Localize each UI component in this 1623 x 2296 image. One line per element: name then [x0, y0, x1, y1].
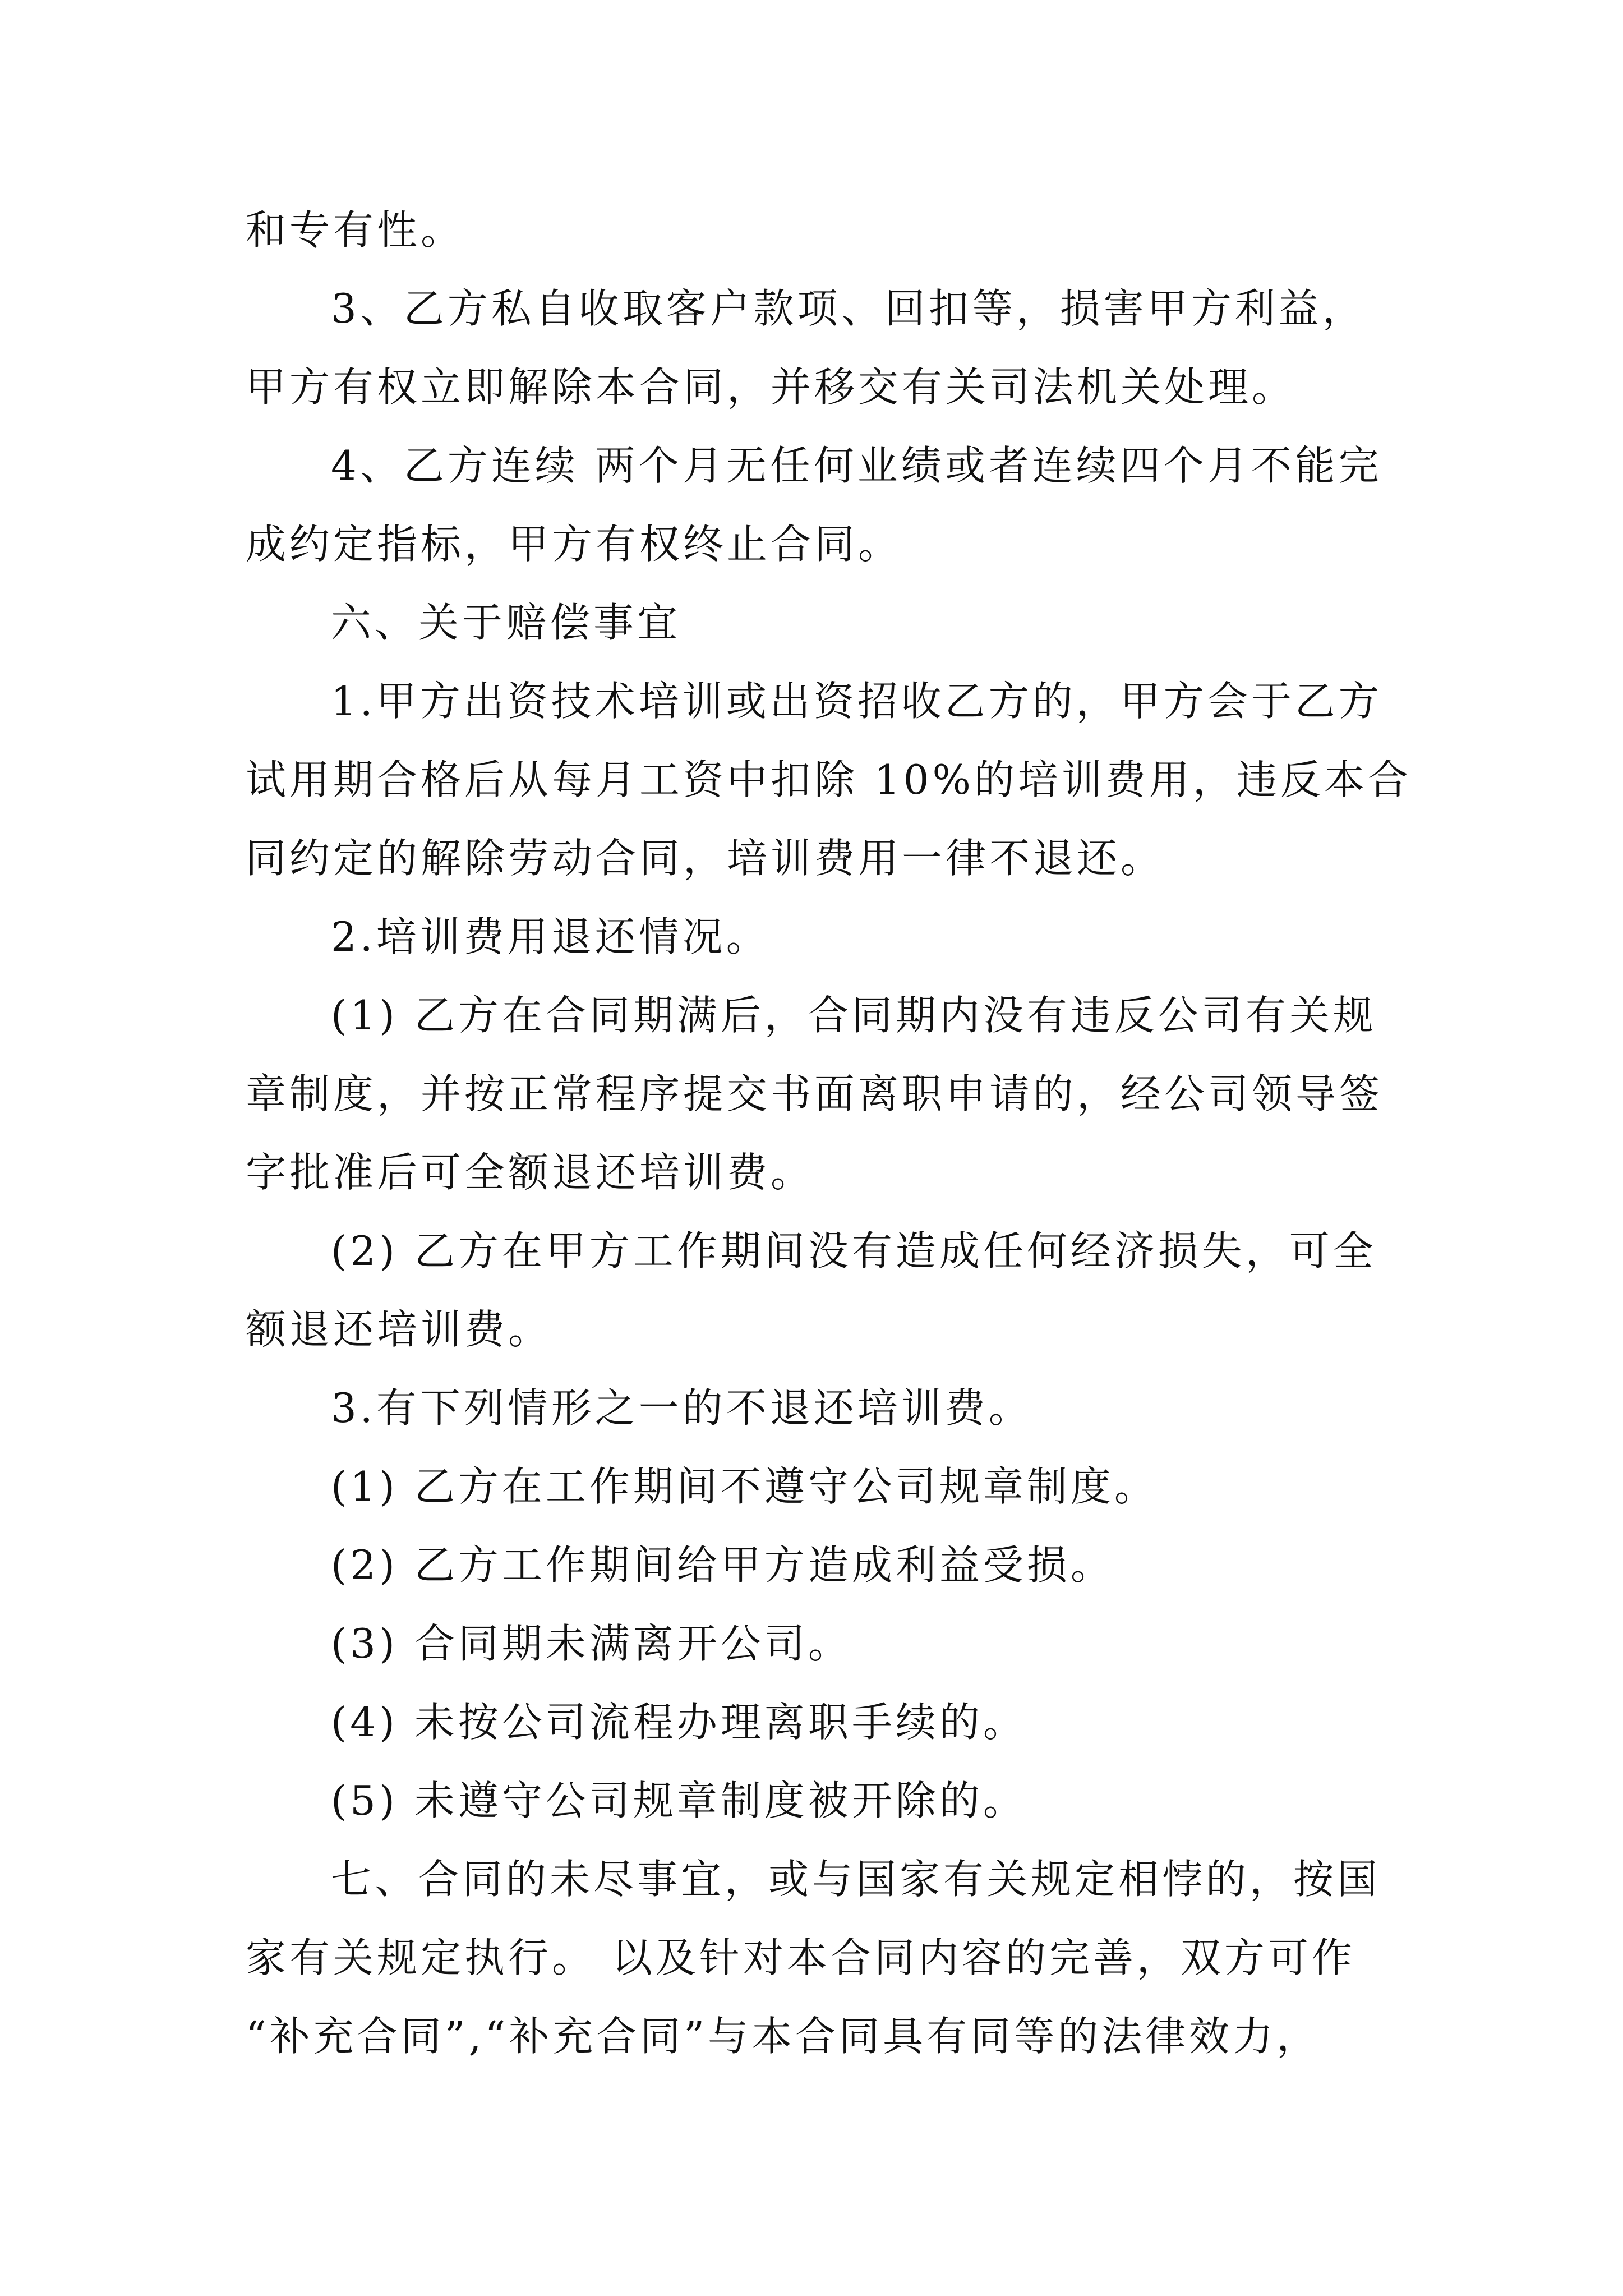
text-line-18: (2) 乙方工作期间给甲方造成利益受损。: [331, 1542, 1114, 1589]
text-line-17: (1) 乙方在工作期间不遵守公司规章制度。: [331, 1463, 1158, 1510]
text-line-10: 2.培训费用退还情况。: [331, 913, 770, 960]
text-line-23: 家有关规定执行。 以及针对本合同内容的完善，双方可作: [246, 1934, 1355, 1981]
text-line-12: 章制度，并按正常程序提交书面离职申请的，经公司领导签: [246, 1070, 1384, 1117]
text-line-3: 甲方有权立即解除本合同，并移交有关司法机关处理。: [246, 364, 1296, 411]
text-line-8: 试用期合格后从每月工资中扣除 10%的培训费用，违反本合: [246, 756, 1412, 803]
text-line-11: (1) 乙方在合同期满后，合同期内没有违反公司有关规: [331, 992, 1377, 1039]
text-line-15: 额退还培训费。: [246, 1306, 552, 1353]
text-line-21: (5) 未遵守公司规章制度被开除的。: [331, 1777, 1027, 1824]
text-line-9: 同约定的解除劳动合同，培训费用一律不退还。: [246, 835, 1165, 882]
text-line-24: “补充合同”,“补充合同”与本合同具有同等的法律效力，: [246, 2013, 1321, 2060]
text-line-13: 字批准后可全额退还培训费。: [246, 1149, 815, 1196]
text-line-4: 4、乙方连续 两个月无任何业绩或者连续四个月不能完: [331, 442, 1382, 489]
text-line-19: (3) 合同期未满离开公司。: [331, 1620, 852, 1667]
contract-body-text: [246, 191, 1412, 2076]
text-line-22: 七、合同的未尽事宜，或与国家有关规定相悖的，按国: [331, 1856, 1381, 1903]
text-line-2: 3、乙方私自收取客户款项、回扣等，损害甲方利益，: [331, 285, 1366, 332]
text-line-20: (4) 未按公司流程办理离职手续的。: [331, 1699, 1027, 1746]
text-line-1: 和专有性。: [246, 206, 465, 254]
text-line-16: 3.有下列情形之一的不退还培训费。: [331, 1384, 1032, 1432]
text-line-5: 成约定指标，甲方有权终止合同。: [246, 521, 902, 568]
text-line-7: 1.甲方出资技术培训或出资招收乙方的，甲方会于乙方: [331, 678, 1382, 725]
section-heading-compensation: 六、关于赔偿事宜: [331, 599, 681, 646]
text-line-14: (2) 乙方在甲方工作期间没有造成任何经济损失，可全: [331, 1227, 1377, 1274]
